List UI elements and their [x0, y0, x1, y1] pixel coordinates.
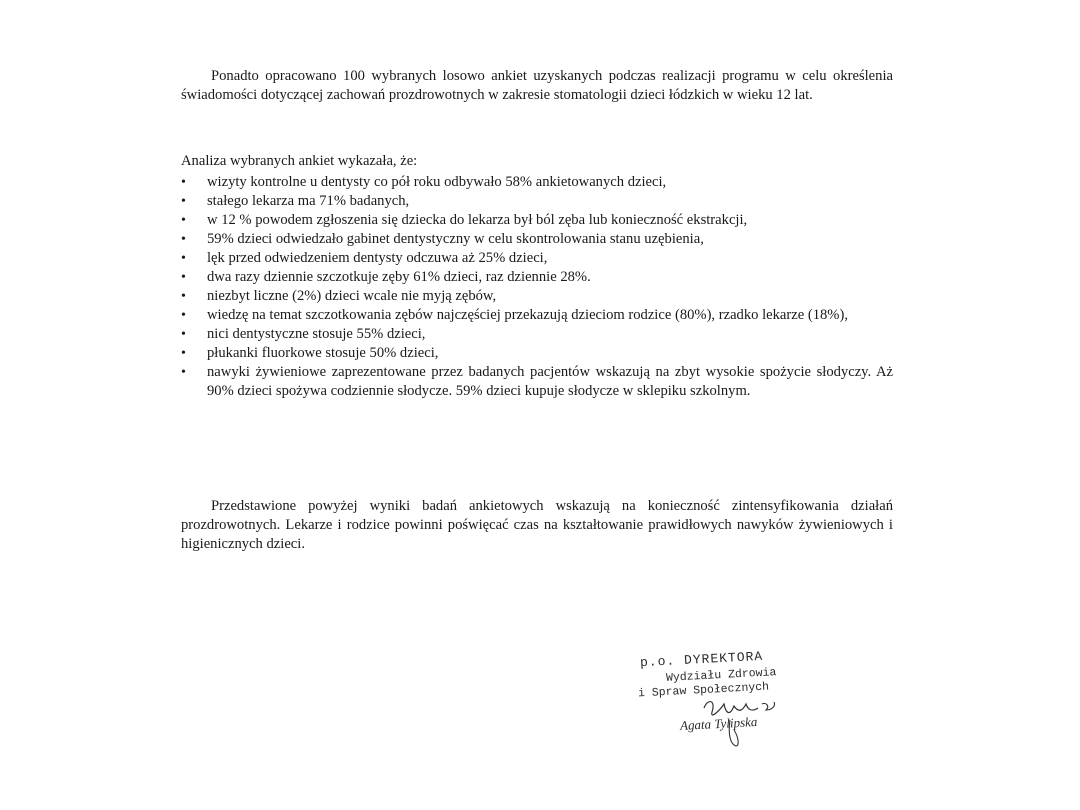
- finding-item: • płukanki fluorkowe stosuje 50% dzieci,: [181, 344, 893, 363]
- stamp-department: Wydziału Zdrowia: [665, 666, 777, 685]
- finding-item: • lęk przed odwiedzeniem dentysty odczuwa aż 25% dzieci,: [181, 249, 893, 268]
- finding-item: • nici dentystyczne stosuje 55% dzieci,: [181, 325, 893, 344]
- stamp-name: Agata Tylipska: [679, 713, 758, 734]
- finding-item: • 59% dzieci odwiedzało gabinet dentystyczny w celu skontrolowania stanu uzębienia,: [181, 230, 893, 249]
- finding-item: • dwa razy dziennie szczotkuje zęby 61% dzieci, raz dziennie 28%.: [181, 268, 893, 287]
- finding-item: • stałego lekarza ma 71% badanych,: [181, 192, 893, 211]
- intro-paragraph: Ponadto opracowano 100 wybranych losowo ankiet uzyskanych podczas realizacji programu w celu określenia świadomości dotyczącej zachowań prozdrowotnych w zakresie stomatologii dzieci łódzkich w wieku 12 lat.: [181, 68, 893, 103]
- finding-item: • niezbyt liczne (2%) dzieci wcale nie myją zębów,: [181, 287, 893, 306]
- finding-item: • w 12 % powodem zgłoszenia się dziecka do lekarza był ból zęba lub konieczność ekstrakcji,: [181, 211, 893, 230]
- analysis-intro: Analiza wybranych ankiet wykazała, że:: [181, 153, 418, 169]
- finding-item: • wiedzę na temat szczotkowania zębów najczęściej przekazują dzieciom rodzice (80%), rzadko lekarze (18%),: [181, 306, 893, 325]
- finding-item: • wizyty kontrolne u dentysty co pół roku odbywało 58% ankietowanych dzieci,: [181, 173, 893, 192]
- stamp-title: p.o. DYREKTORA: [639, 648, 764, 671]
- findings-list: [181, 173, 893, 401]
- stamp-department-2: i Spraw Społecznych: [637, 680, 770, 701]
- director-stamp: [632, 650, 832, 750]
- conclusion-paragraph: Przedstawione powyżej wyniki badań ankietowych wskazują na konieczność zintensyfikowania działań prozdrowotnych. Lekarze i rodzice powinni poświęcać czas na kształtowanie prawidłowych nawyków żywieniowych i higienicznych dzieci.: [181, 498, 893, 552]
- finding-item: • nawyki żywieniowe zaprezentowane przez badanych pacjentów wskazują na zbyt wysokie spożycie słodyczy. Aż 90% dzieci spożywa codziennie słodycze. 59% dzieci kupuje słodycze w sklepiku szkolnym.: [181, 363, 893, 401]
